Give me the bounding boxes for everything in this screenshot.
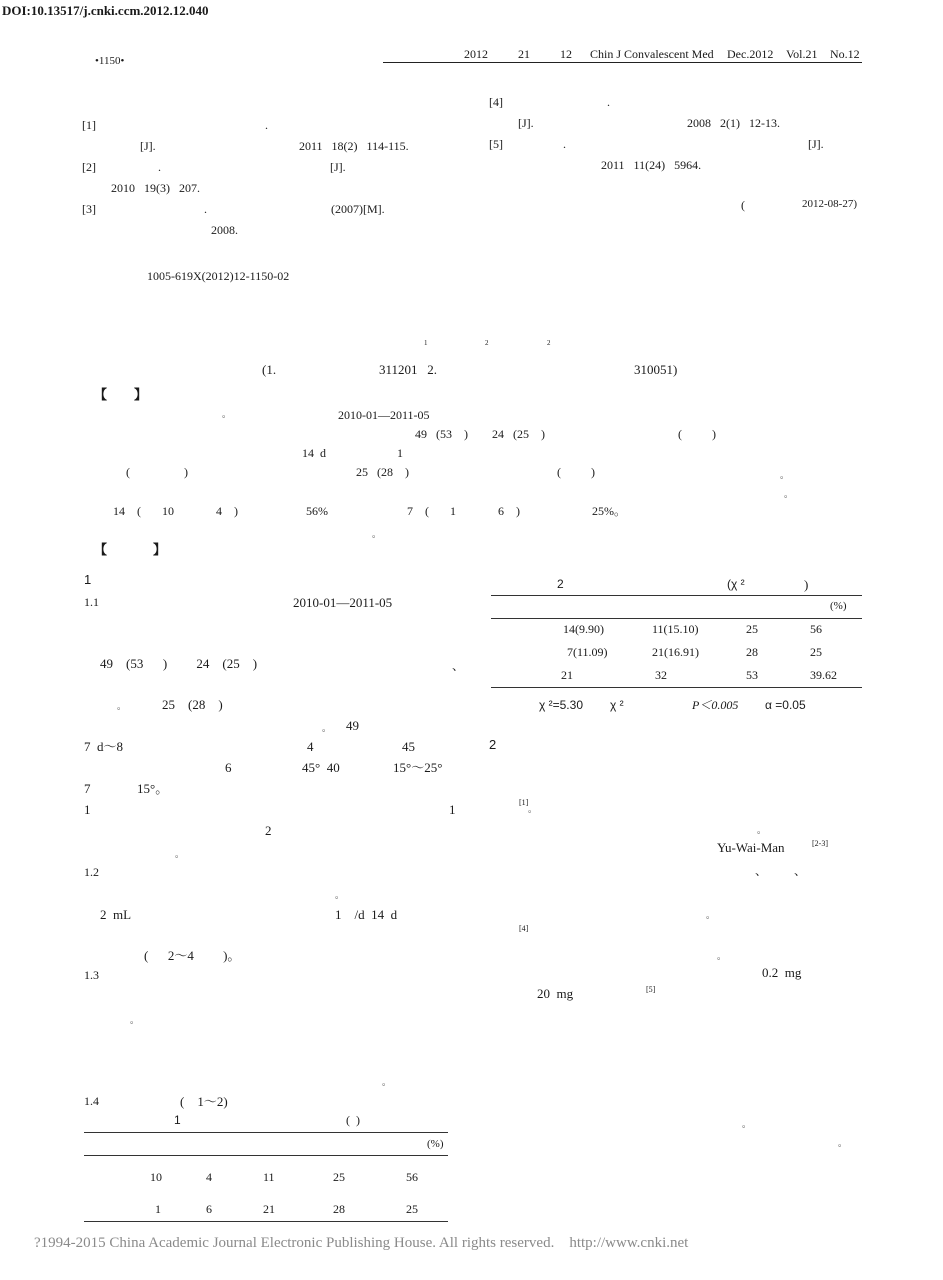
table-number: 1 [174, 1113, 181, 1127]
author-superscript: 2 [485, 339, 489, 347]
received-date: 2012-08-27) [802, 198, 857, 210]
body-text: 。 [742, 1119, 752, 1129]
ref-edition: (2007)[M]. [331, 202, 385, 216]
table-cell: 25 [746, 622, 758, 636]
journal-no: 12 [560, 47, 572, 61]
ref-dot: . [265, 118, 268, 132]
ref-citation: 2008. [211, 223, 238, 237]
section-heading: 1 [84, 572, 92, 587]
body-text: 2 [265, 823, 272, 838]
body-text: 0.2 mg [762, 965, 802, 980]
body-text: 。 [117, 701, 127, 711]
citation: [2-3] [812, 839, 828, 848]
ref-journal-mark: [J]. [518, 116, 534, 130]
table-cell: 10 [150, 1170, 162, 1184]
table-cell: 53 [746, 668, 758, 682]
body-text: 。 [706, 910, 716, 920]
body-text: 。 [322, 723, 332, 733]
ref-journal-mark: [J]. [330, 160, 346, 174]
body-text: 45 [402, 739, 415, 754]
body-text: ( 1～2) [180, 1094, 228, 1109]
subsection-heading: 1.1 [84, 595, 99, 609]
ref-number: [4] [489, 95, 503, 109]
table-bottom-rule [491, 687, 862, 688]
abstract-bracket-close: 】 [134, 387, 148, 402]
affiliation-a: (1. [262, 362, 277, 377]
author-superscript: 2 [547, 339, 551, 347]
keywords-bracket-close: 】 [153, 542, 167, 557]
subsection-heading: 1.4 [84, 1094, 99, 1108]
table-caption-paren: ( ) [346, 1113, 360, 1127]
table-cell: 39.62 [810, 668, 837, 682]
body-text: 45° 40 [302, 760, 340, 775]
table-note: α =0.05 [765, 698, 806, 712]
table-mid-rule [84, 1155, 448, 1156]
journal-vol: 21 [518, 47, 530, 61]
author-name: Yu-Wai-Man [717, 840, 785, 855]
table-cell: 7(11.09) [567, 645, 608, 659]
body-text: 15°。 [137, 781, 169, 796]
body-text: 1 [84, 802, 91, 817]
body-text: 、 [452, 659, 465, 673]
table-cell: 25 [406, 1202, 418, 1216]
header-rule [383, 62, 862, 63]
table-bottom-rule [84, 1221, 448, 1222]
abstract-result: 7 ( 1 6 ) [407, 504, 520, 518]
abstract-result: 14 ( 10 4 ) [113, 504, 238, 518]
body-text: 。 [382, 1077, 392, 1087]
body-text: 。 [717, 951, 727, 961]
body-text: 。 [528, 804, 538, 814]
abstract-paren: ( ) [678, 427, 716, 441]
ref-journal-mark: [J]. [808, 137, 824, 151]
body-text: 49 [346, 718, 359, 733]
table-cell: 25 [333, 1170, 345, 1184]
table-cell: 21(16.91) [652, 645, 699, 659]
table-cell: 21 [263, 1202, 275, 1216]
body-text: 1 [449, 802, 456, 817]
table-cell: 25 [810, 645, 822, 659]
doi: DOI:10.13517/j.cnki.ccm.2012.12.040 [2, 3, 209, 18]
citation: [4] [519, 924, 529, 933]
body-text: 1 /d 14 d [335, 907, 398, 922]
table-cell: 32 [655, 668, 667, 682]
abstract-groups: 49 (53 ) 24 (25 ) [415, 427, 545, 441]
abstract-paren: ( ) [557, 465, 595, 479]
affiliation-b: 311201 2. [379, 362, 438, 377]
journal-date: Dec.2012 [727, 47, 774, 61]
ref-number: [3] [82, 202, 96, 216]
table-number: 2 [557, 577, 564, 591]
ref-dot: . [607, 95, 610, 109]
table-top-rule [491, 595, 862, 596]
table-cell: 1 [155, 1202, 161, 1216]
body-text: ( 2～4 )。 [144, 948, 241, 963]
body-text: 15°～25° [393, 760, 443, 775]
table-cell: 11(15.10) [652, 622, 699, 636]
table-cell: 14(9.90) [563, 622, 604, 636]
table-note-p: P＜0.005 [692, 698, 739, 712]
ref-citation: 2010 19(3) 207. [111, 181, 200, 195]
author-superscript: 1 [424, 339, 428, 347]
table-note: χ ²=5.30 [539, 698, 583, 712]
table-cell: 56 [810, 622, 822, 636]
body-text: 25 (28 ) [162, 697, 223, 712]
body-text: 6 [225, 760, 232, 775]
abstract-dot: 。 [784, 489, 794, 499]
table-cell: 4 [206, 1170, 212, 1184]
affiliation-c: 310051) [634, 362, 678, 377]
article-number: 1005-619X(2012)12-1150-02 [147, 269, 290, 283]
body-text: 。 [757, 825, 767, 835]
ref-journal-mark: [J]. [140, 139, 156, 153]
page-number: •1150• [95, 55, 125, 67]
abstract-percent: 56% [306, 504, 328, 518]
subsection-heading: 1.2 [84, 865, 99, 879]
body-text: 。 [130, 1015, 140, 1025]
abstract-dot: 。 [780, 470, 790, 480]
section-heading: 2 [489, 737, 497, 752]
abstract-one: 1 [397, 446, 403, 460]
table-unit: (%) [427, 1138, 444, 1150]
body-text: 2 mL [100, 907, 132, 922]
abstract-count: 25 (28 ) [356, 465, 409, 479]
body-text: 4 [307, 739, 314, 754]
journal-volume: Vol.21 [786, 47, 818, 61]
body-text: 、 、 [755, 864, 807, 878]
body-text: 20 mg [537, 986, 574, 1001]
abstract-days: 14 d [302, 446, 326, 460]
ref-citation: 2008 2(1) 12-13. [687, 116, 780, 130]
body-text: 。 [838, 1138, 848, 1148]
body-text: 。 [335, 890, 345, 900]
journal-name: Chin J Convalescent Med [590, 47, 714, 61]
body-date: 2010-01—2011-05 [293, 595, 393, 610]
abstract-paren: ( ) [126, 465, 188, 479]
ref-citation: 2011 18(2) 114-115. [299, 139, 409, 153]
keywords-bracket-open: 【 [94, 542, 108, 557]
table-cell: 11 [263, 1170, 275, 1184]
ref-dot: . [158, 160, 161, 174]
ref-number: [1] [82, 118, 96, 132]
received-open: ( [741, 198, 745, 212]
body-text: 。 [175, 849, 185, 859]
abstract-dot: 。 [222, 409, 232, 419]
table-cell: 56 [406, 1170, 418, 1184]
ref-number: [2] [82, 160, 96, 174]
table-unit: (%) [830, 600, 847, 612]
table-caption-close: ) [804, 577, 809, 592]
table-cell: 28 [333, 1202, 345, 1216]
abstract-dot: 。 [372, 529, 382, 539]
abstract-date: 2010-01—2011-05 [338, 408, 430, 422]
table-note: χ ² [610, 698, 624, 712]
table-cell: 6 [206, 1202, 212, 1216]
ref-dot: . [563, 137, 566, 151]
body-text: 7 [84, 781, 91, 796]
abstract-bracket-open: 【 [94, 387, 108, 402]
citation: [5] [646, 985, 656, 994]
journal-issue: No.12 [830, 47, 860, 61]
abstract-percent: 25%。 [592, 504, 626, 518]
subsection-heading: 1.3 [84, 968, 99, 982]
table-caption-chi: (χ ² [727, 577, 745, 591]
table-mid-rule [491, 618, 862, 619]
table-cell: 21 [561, 668, 573, 682]
citation: [1] [519, 798, 529, 807]
table-cell: 28 [746, 645, 758, 659]
body-text: 49 (53 ) 24 (25 ) [100, 656, 258, 671]
ref-number: [5] [489, 137, 503, 151]
ref-dot: . [204, 202, 207, 216]
table-top-rule [84, 1132, 448, 1133]
journal-year: 2012 [464, 47, 488, 61]
copyright-footer: ?1994-2015 China Academic Journal Electronic Publishing House. All rights reserved. http://www.cnki.net [34, 1235, 689, 1251]
ref-citation: 2011 11(24) 5964. [601, 158, 702, 172]
body-text: 7 d～8 [84, 739, 124, 754]
